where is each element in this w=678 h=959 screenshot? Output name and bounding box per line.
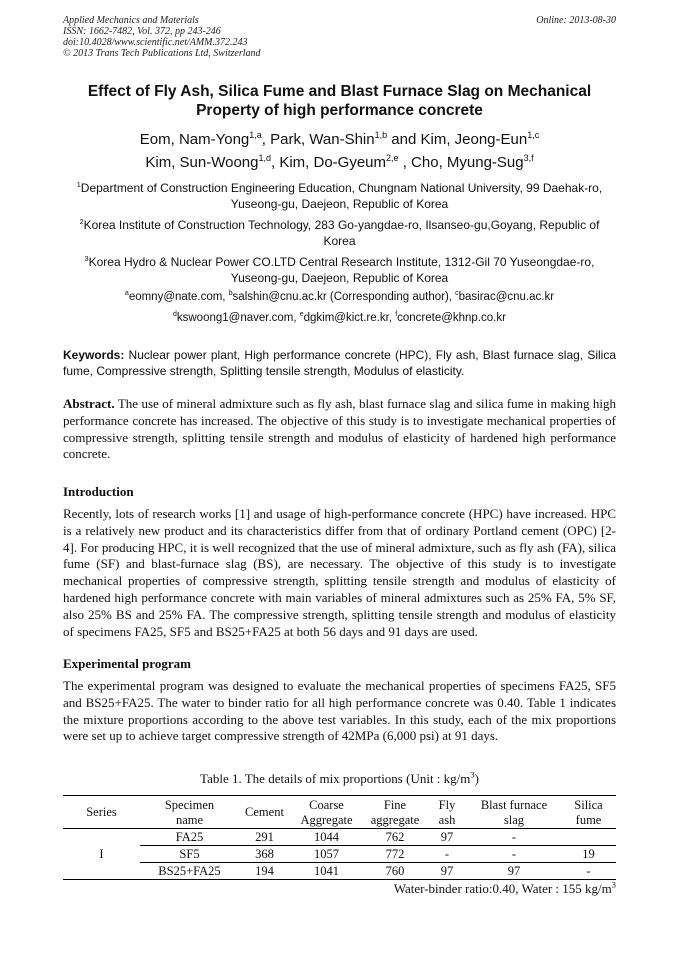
col-header-coarse — [290, 796, 363, 829]
table-cell: 762 — [385, 830, 405, 844]
author-sup: 2,e — [386, 153, 399, 163]
table-cell: SF5 — [179, 847, 200, 861]
table-note-text: Water-binder ratio:0.40, Water : 155 kg/m — [393, 881, 612, 896]
header-text: Aggregate — [300, 812, 353, 827]
affiliation-sup: 1 — [76, 180, 81, 189]
email-text: eomny@nate.com, — [128, 291, 229, 303]
table-cell: - — [586, 864, 591, 878]
author-sup: 1,b — [374, 130, 388, 140]
caption-end: ) — [474, 771, 479, 786]
email-text: salshin@cnu.ac.kr (Corresponding author), — [232, 291, 456, 303]
email-text: dgkim@kict.re.kr, — [303, 312, 396, 324]
experimental-text: The experimental program was designed to evaluate the mechanical properties of specimens FA25, SF5 and BS25+FA25. The water to binder ratio for all high performance concrete was 0.40. Table 1 indicates the mixture proportions according to the above test variables. In this study, each of the mix proportions were set up to achieve target compressive strength of 42MPa (6,000 psi) at 91 days. — [63, 678, 616, 744]
table-header-row — [63, 796, 616, 829]
author-name: , Cho, Myung-Sug — [398, 154, 524, 171]
author-name: Kim, Sun-Woong — [145, 154, 259, 171]
table-cell: 19 — [582, 847, 595, 861]
header-text: Fine — [383, 798, 407, 812]
experimental-heading: Experimental program — [63, 656, 191, 671]
table-cell: FA25 — [175, 830, 204, 844]
col-header-series: Series — [86, 805, 117, 820]
email-sup: e — [299, 311, 304, 319]
abstract-text: The use of mineral admixture such as fly ash, blast furnace slag and silica fume in making high performance concrete has increased. The objective of this study is to investigate mechanical properties of compressive strength, splitting tensile strength and modulus of elasticity of hardened high performance concrete. — [63, 396, 616, 462]
email-sup: f — [395, 311, 398, 319]
table-cell: - — [511, 830, 517, 844]
author-name: and Kim, Jeong-Eun — [387, 131, 528, 148]
author-name: , Kim, Do-Gyeum — [271, 154, 387, 171]
col-header-fine — [363, 796, 427, 829]
header-text: aggregate — [370, 812, 420, 827]
introduction-text: Recently, lots of research works [1] and usage of high-performance concrete (HPC) have increased. HPC is a relatively new product and its characteristics differ from that of ordinary Portland cement (OPC) [2-4]. For producing HPC, it is well recognized that the use of mineral admixture, such as fly ash (FA), silica fume (SF) and blast-furnace slag (BS), are necessary. The objective of this study is to investigate mechanical properties of compressive strength, splitting tensile strength and modulus of elasticity of hardened high performance concrete with main variables of mineral admixtures such as 25% FA, 5% SF, also 25% BS and 25% FA. The compressive strength, splitting tensile strength and modulus of elasticity of specimens FA25, SF5 and BS25+FA25 at both 56 days and 91 days are used. — [63, 506, 616, 639]
table-caption — [63, 771, 616, 787]
author-name: , Park, Wan-Shin — [261, 131, 375, 148]
introduction-heading: Introduction — [63, 484, 134, 499]
email-sup: a — [124, 290, 129, 298]
email-line-2 — [63, 311, 616, 326]
col-header-blast-furnace — [467, 796, 561, 829]
email-sup: c — [455, 290, 459, 298]
keywords-block — [63, 348, 616, 379]
email-text: basirac@cnu.ac.kr — [458, 291, 555, 303]
author-sup: 3,f — [523, 153, 534, 163]
abstract-label: Abstract. — [63, 396, 115, 411]
series-cell: I — [63, 829, 140, 880]
email-sup: b — [228, 290, 233, 298]
journal-header — [63, 15, 616, 59]
table-cell: - — [511, 847, 517, 861]
header-text: slag — [503, 812, 525, 827]
header-text: Blast furnace — [480, 798, 548, 812]
author-name: Eom, Nam-Yong — [139, 131, 250, 148]
col-header-fly-ash — [427, 796, 467, 829]
online-date: Online: 2013-08-30 — [536, 15, 616, 26]
affiliation-sup: 2 — [79, 217, 84, 226]
author-line-1 — [63, 128, 616, 151]
table-cell: 368 — [255, 847, 274, 861]
abstract-block — [63, 396, 616, 463]
header-text: name — [175, 812, 204, 827]
copyright-line: © 2013 Trans Tech Publications Ltd, Switzerland — [63, 48, 261, 59]
email-line-1 — [63, 290, 616, 305]
email-text: kswoong1@naver.com, — [176, 312, 300, 324]
paper-title — [63, 82, 616, 120]
title-line-2: Property of high performance concrete — [196, 102, 483, 119]
affiliation-3 — [63, 255, 616, 286]
author-line-2 — [63, 151, 616, 174]
title-line-1: Effect of Fly Ash, Silica Fume and Blast Furnace Slag on Mechanical — [87, 83, 592, 100]
table-row — [63, 863, 616, 880]
email-sup: d — [173, 311, 177, 319]
col-header-cement: Cement — [245, 805, 284, 820]
author-sup: 1,a — [249, 130, 262, 140]
keywords-text: Nuclear power plant, High performance concrete (HPC), Fly ash, Blast furnace slag, Silica fume, Compressive strength, Splitting tensile strength, Modulus of elasticity. — [63, 348, 616, 378]
table-note-sup: 3 — [611, 879, 616, 890]
table-cell: 772 — [385, 847, 405, 861]
author-list — [63, 128, 616, 174]
table-cell: - — [444, 847, 450, 861]
header-text: Coarse — [309, 798, 344, 812]
table-cell: 97 — [507, 864, 521, 878]
email-text: concrete@khnp.co.kr — [397, 312, 506, 324]
table-cell: 1041 — [314, 864, 339, 878]
table-row — [63, 846, 616, 863]
table-cell: 760 — [385, 864, 405, 878]
header-text: Fly — [438, 798, 456, 812]
header-text: Silica — [574, 798, 603, 812]
affiliation-1 — [63, 181, 616, 212]
table-note — [63, 881, 616, 897]
col-header-specimen — [140, 796, 239, 829]
author-sup: 1,d — [258, 153, 271, 163]
col-header-silica — [561, 796, 616, 829]
table-cell: 1044 — [314, 830, 339, 844]
keywords-label: Keywords: — [63, 348, 125, 362]
caption-text: Table 1. The details of mix proportions (Unit : kg/m — [200, 771, 471, 786]
issn-line: ISSN: 1662-7482, Vol. 372, pp 243-246 — [63, 26, 221, 37]
affiliation-text: Department of Construction Engineering Education, Chungnam National University, 99 Daehak-ro, Yuseong-gu, Daejeon, Republic of Korea — [80, 181, 603, 211]
affiliation-text: Korea Institute of Construction Technology, 283 Go-yangdae-ro, Ilsanseo-gu,Goyang, Republic of Korea — [83, 218, 600, 248]
table-cell: 97 — [440, 830, 454, 844]
affiliation-2 — [63, 218, 616, 249]
journal-name: Applied Mechanics and Materials — [63, 15, 199, 26]
doi-line: doi:10.4028/www.scientific.net/AMM.372.243 — [63, 37, 248, 48]
table-cell: BS25+FA25 — [158, 864, 221, 878]
table-cell: 194 — [255, 864, 274, 878]
affiliation-sup: 3 — [84, 254, 89, 263]
affiliation-text: Korea Hydro & Nuclear Power CO.LTD Central Research Institute, 1312-Gil 70 Yuseongdae-ro, Yuseong-gu, Daejeon, Republic of Korea — [88, 255, 595, 285]
mix-proportions-table — [63, 795, 616, 880]
table-row — [63, 829, 616, 846]
table-cell — [561, 829, 616, 846]
table-cell: 291 — [255, 830, 274, 844]
header-text: Specimen — [164, 798, 215, 812]
header-text: fume — [575, 812, 602, 827]
author-sup: 1,c — [527, 130, 540, 140]
table-cell: 1057 — [314, 847, 339, 861]
table-cell: 97 — [440, 864, 454, 878]
header-text: ash — [438, 812, 456, 827]
caption-sup: 3 — [470, 769, 475, 780]
